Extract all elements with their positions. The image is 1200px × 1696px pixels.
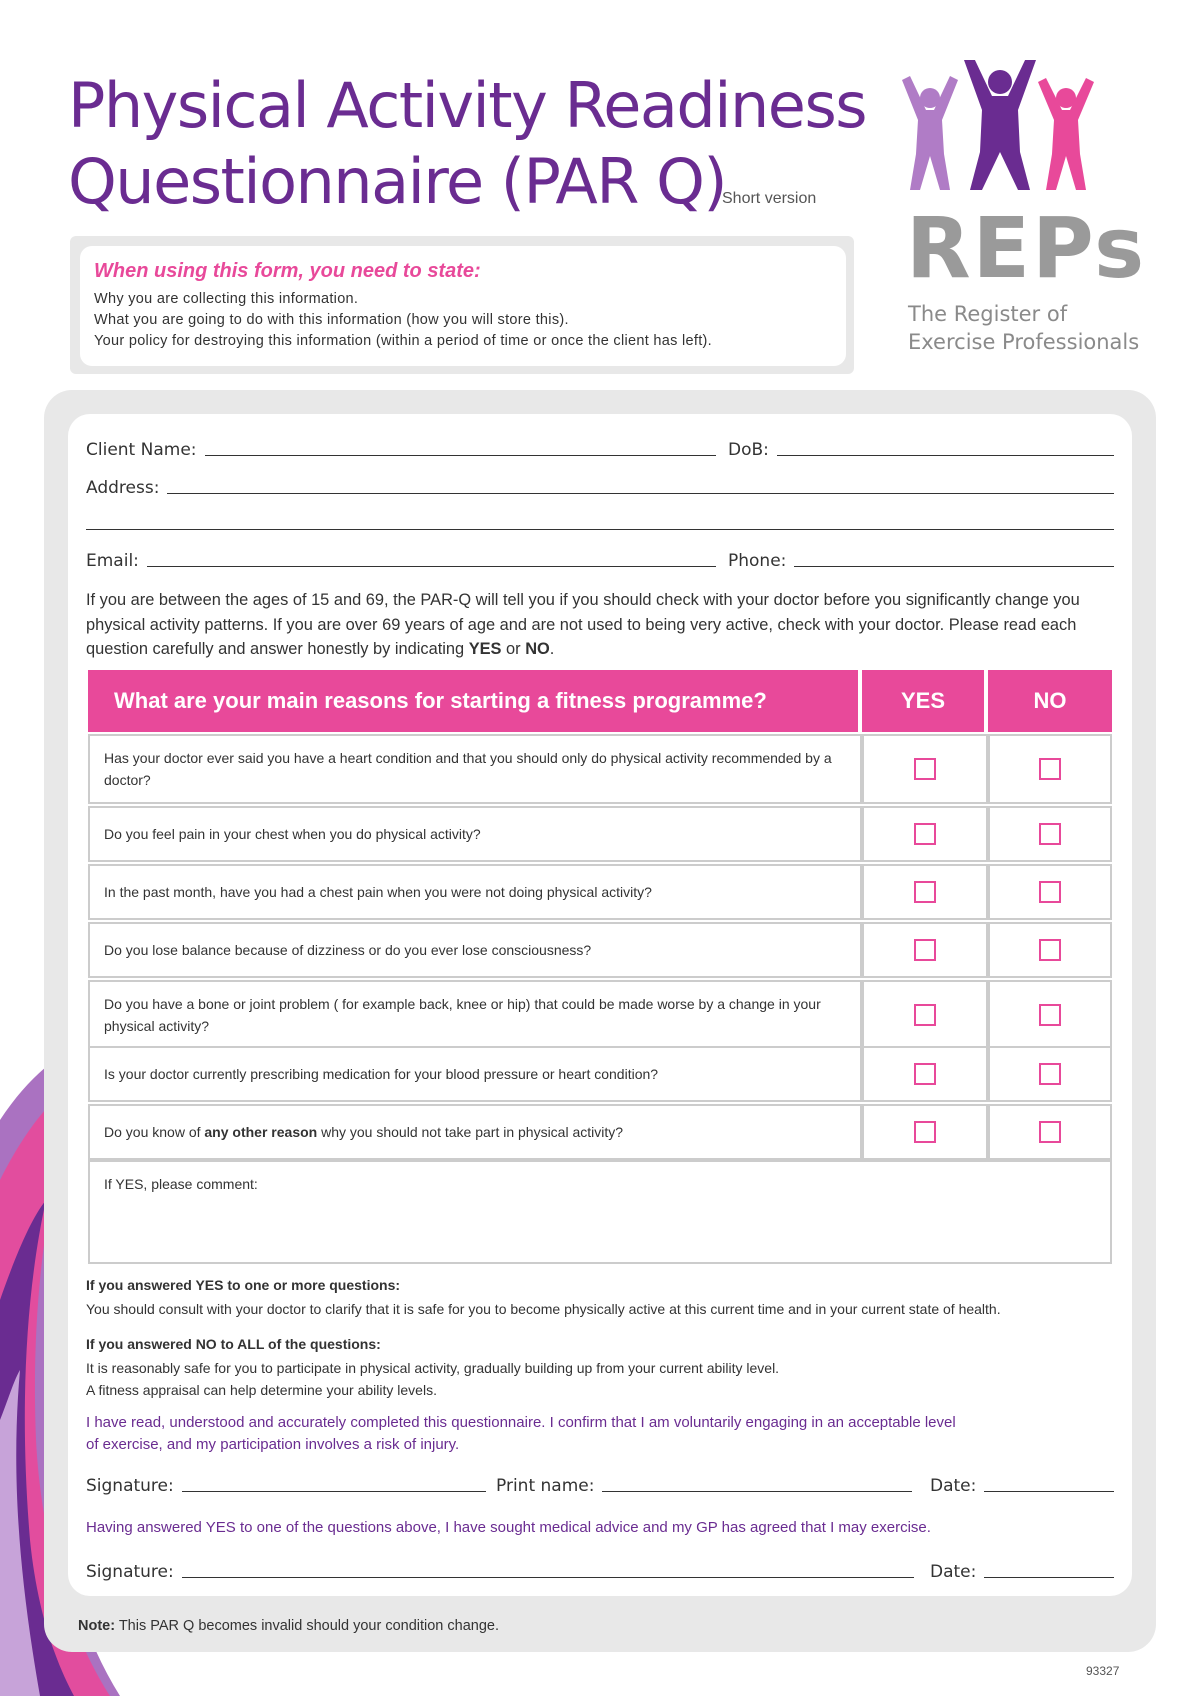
- notice-heading: When using this form, you need to state:: [94, 260, 481, 282]
- no-checkbox[interactable]: [1039, 758, 1061, 780]
- no-checkbox[interactable]: [1039, 939, 1061, 961]
- table-header-no: NO: [988, 670, 1112, 732]
- reps-logo-wordmark: [906, 199, 1147, 297]
- yes-cell: [862, 922, 988, 978]
- client-name-field[interactable]: [205, 455, 717, 456]
- signature-row-1: [86, 1470, 486, 1496]
- footer-note: [78, 1618, 499, 1634]
- client-name-row: [86, 436, 716, 460]
- form-code: 93327: [1086, 1664, 1120, 1678]
- reps-logo-sub2: Exercise Professionals: [908, 330, 1140, 354]
- address-field-line-1[interactable]: [167, 493, 1114, 494]
- advice-yes-text: You should consult with your doctor to clarify that it is safe for you to become physically active at this current time and in your current state of health.: [86, 1301, 1001, 1317]
- yes-checkbox[interactable]: [914, 1004, 936, 1026]
- dob-field[interactable]: [777, 455, 1114, 456]
- notice-line-2: What you are going to do with this information (how you will store this).: [94, 312, 569, 328]
- no-cell: [988, 980, 1112, 1050]
- comment-box[interactable]: [88, 1160, 1112, 1264]
- no-checkbox[interactable]: [1039, 1063, 1061, 1085]
- reps-logo-sub1: The Register of: [908, 302, 1068, 326]
- no-cell: [988, 864, 1112, 920]
- note-text: This PAR Q becomes invalid should your condition change.: [115, 1618, 499, 1634]
- address-label: Address:: [86, 478, 160, 498]
- dob-label: DoB:: [728, 440, 769, 460]
- dob-row: [728, 436, 1114, 460]
- intro-or: or: [501, 640, 526, 658]
- no-cell: [988, 922, 1112, 978]
- gp-declaration: Having answered YES to one of the questions above, I have sought medical advice and my GP has agreed that I may exercise.: [86, 1519, 931, 1536]
- last-question-after: why you should not take part in physical activity?: [317, 1124, 624, 1140]
- gp-date-field[interactable]: [984, 1577, 1114, 1578]
- intro-no: NO: [525, 640, 550, 658]
- advice-no-heading: [86, 1333, 381, 1355]
- yes-checkbox[interactable]: [914, 881, 936, 903]
- title-line-2: Questionnaire (PAR Q): [68, 145, 727, 218]
- last-question-before: Do you know of: [104, 1124, 205, 1140]
- yes-cell: [862, 1104, 988, 1160]
- yes-checkbox[interactable]: [914, 939, 936, 961]
- yes-cell: [862, 734, 988, 804]
- gp-signature-field[interactable]: [182, 1577, 914, 1578]
- advice-no-text-2: A fitness appraisal can help determine your ability levels.: [86, 1382, 437, 1398]
- reps-logo-subtitle: [908, 300, 1139, 356]
- question-text: In the past month, have you had a chest pain when you were not doing physical activity?: [88, 864, 862, 920]
- intro-end: .: [549, 640, 555, 658]
- date-row-1: [930, 1470, 1114, 1496]
- phone-row: [728, 547, 1114, 571]
- signature-label: Signature:: [86, 1562, 174, 1582]
- title-line-1: Physical Activity Readiness: [68, 69, 867, 142]
- reps-logo-name: REPs: [906, 199, 1147, 297]
- intro-paragraph: [86, 588, 1126, 662]
- question-text: Do you feel pain in your chest when you do physical activity?: [88, 806, 862, 862]
- figure-middle-icon: [964, 60, 1036, 190]
- notice-line-1: Why you are collecting this information.: [94, 291, 359, 307]
- no-checkbox[interactable]: [1039, 823, 1061, 845]
- comment-label: If YES, please comment:: [104, 1176, 258, 1192]
- date-label: Date:: [930, 1476, 977, 1496]
- address-row-2: [86, 510, 1114, 534]
- yes-cell: [862, 806, 988, 862]
- question-text: Do you lose balance because of dizziness or do you ever lose consciousness?: [88, 922, 862, 978]
- yes-checkbox[interactable]: [914, 1121, 936, 1143]
- question-text: Has your doctor ever said you have a heart condition and that you should only do physical activity recommended by a doctor?: [88, 734, 862, 804]
- yes-checkbox[interactable]: [914, 823, 936, 845]
- print-name-row: [496, 1470, 912, 1496]
- phone-label: Phone:: [728, 551, 787, 571]
- address-row: [86, 474, 1114, 498]
- question-text: Do you have a bone or joint problem ( for example back, knee or hip) that could be made worse by a change in your physical activity?: [88, 980, 862, 1050]
- note-label: Note:: [78, 1618, 116, 1634]
- figure-right-icon: [1038, 78, 1094, 190]
- notice-box: [80, 246, 846, 366]
- no-checkbox[interactable]: [1039, 1121, 1061, 1143]
- advice-no-heading-text: If you answered NO to ALL of the questions:: [86, 1336, 381, 1352]
- yes-cell: [862, 864, 988, 920]
- email-field[interactable]: [147, 566, 716, 567]
- intro-yes: YES: [468, 640, 502, 658]
- print-name-label: Print name:: [496, 1476, 595, 1496]
- no-cell: [988, 806, 1112, 862]
- no-checkbox[interactable]: [1039, 881, 1061, 903]
- declaration-line-2: of exercise, and my participation involves a risk of injury.: [86, 1436, 460, 1453]
- intro-text: If you are between the ages of 15 and 69, the PAR-Q will tell you if you should check with your doctor before you significantly change you physical activity patterns. If you are over 69 years of age and are not used to being very active, check with your doctor. Please read each question carefully and answer honestly by indicating: [86, 591, 1080, 658]
- date-row-2: [930, 1556, 1114, 1582]
- no-cell: [988, 734, 1112, 804]
- email-row: [86, 547, 716, 571]
- signature-field[interactable]: [182, 1491, 486, 1492]
- signature-label: Signature:: [86, 1476, 174, 1496]
- question-text: [88, 1104, 862, 1160]
- short-version-label: Short version: [722, 190, 817, 207]
- last-question-bold: any other reason: [204, 1124, 318, 1140]
- advice-no-text-1: It is reasonably safe for you to participate in physical activity, gradually building up from your current ability level.: [86, 1360, 780, 1376]
- no-checkbox[interactable]: [1039, 1004, 1061, 1026]
- yes-cell: [862, 1046, 988, 1102]
- address-field-line-2[interactable]: [86, 529, 1114, 530]
- yes-cell: [862, 980, 988, 1050]
- date-label: Date:: [930, 1562, 977, 1582]
- declaration-line-1: I have read, understood and accurately completed this questionnaire. I confirm that I am voluntarily engaging in an acceptable level: [86, 1414, 956, 1431]
- signature-row-2: [86, 1556, 914, 1582]
- table-header-yes: YES: [862, 670, 984, 732]
- email-label: Email:: [86, 551, 139, 571]
- notice-line-3: Your policy for destroying this information (within a period of time or once the client has left).: [94, 333, 713, 349]
- yes-checkbox[interactable]: [914, 1063, 936, 1085]
- question-text: Is your doctor currently prescribing medication for your blood pressure or heart condition?: [88, 1046, 862, 1102]
- print-name-field[interactable]: [602, 1491, 912, 1492]
- table-header-question: What are your main reasons for starting a fitness programme?: [88, 670, 858, 732]
- figure-left-icon: [902, 76, 958, 190]
- advice-yes-heading-text: If you answered YES to one or more questions:: [86, 1277, 401, 1293]
- phone-field[interactable]: [794, 566, 1114, 567]
- no-cell: [988, 1104, 1112, 1160]
- yes-checkbox[interactable]: [914, 758, 936, 780]
- client-name-label: Client Name:: [86, 440, 197, 460]
- no-cell: [988, 1046, 1112, 1102]
- date-field[interactable]: [984, 1491, 1114, 1492]
- advice-yes-heading: [86, 1274, 400, 1296]
